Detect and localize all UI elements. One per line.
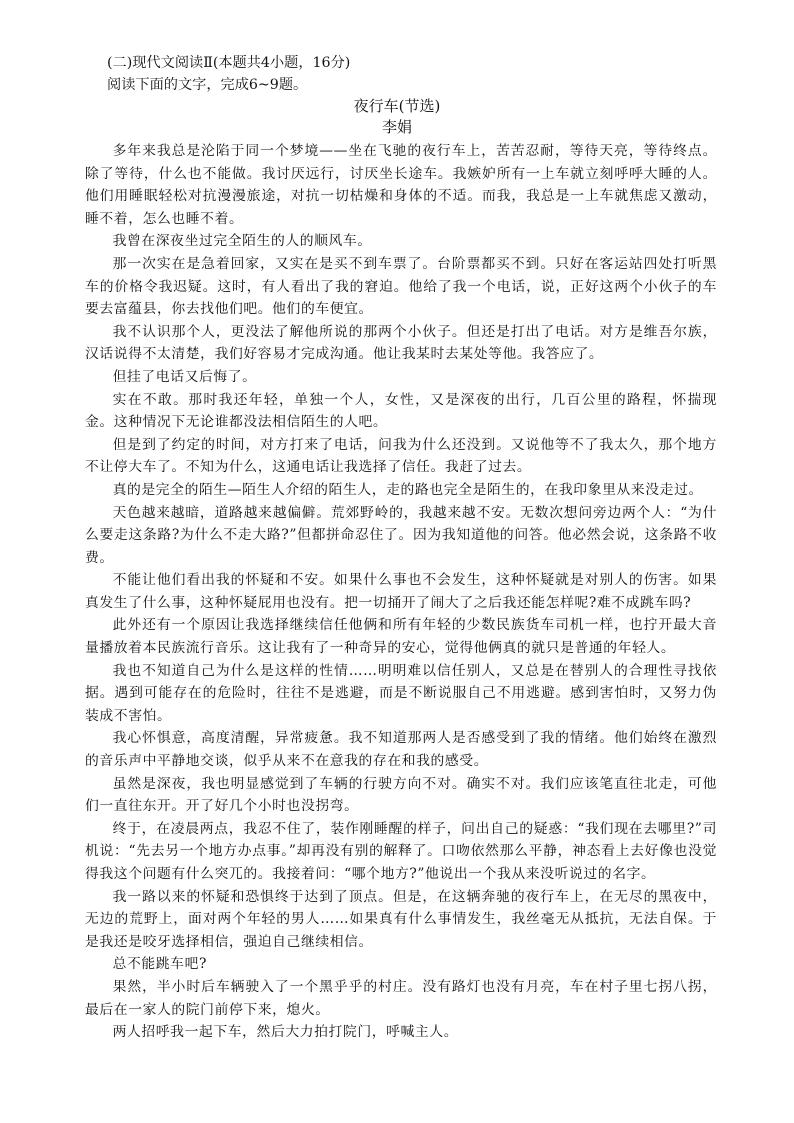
paragraph: 果然，半小时后车辆驶入了一个黑乎乎的村庄。没有路灯也没有月亮，车在村子里七拐八拐，最后在一家人的院门前停下来，熄火。 <box>85 978 717 1018</box>
paragraph: 天色越来越暗，道路越来越偏僻。荒郊野岭的，我越来越不安。无数次想问旁边两个人：“为什么要走这条路?为什么不走大路?”但都拼命忍住了。因为我知道他的问答。他必然会说，这条路不收费。 <box>85 504 717 566</box>
article-author: 李娟 <box>381 118 412 136</box>
paragraph: 不能让他们看出我的怀疑和不安。如果什么事也不会发生，这种怀疑就是对别人的伤害。如果真发生了什么事，这种怀疑屁用也没有。把一切捅开了闹大了之后我还能怎样呢?难不成跳车吗? <box>85 572 717 611</box>
paragraph: 但挂了电话又后悔了。 <box>112 368 257 385</box>
paragraph: 此外还有一个原因让我选择继续信任他俩和所有年轻的少数民族货车司机一样，也拧开最大音量播放着本民族流行音乐。这让我有了一种奇异的安心，觉得他俩真的就只是普通的年轻人。 <box>85 617 717 657</box>
paragraph: 多年来我总是沦陷于同一个梦境——坐在飞驰的夜行车上，苦苦忍耐，等待天亮，等待终点。除了等待，什么也不能做。我讨厌远行，讨厌坐长途车。我嫉妒所有一上车就立刻呼呼大睡的人。他们用睡眠轻松对抗漫漫旅途，对抗一切枯燥和身体的不适。而我，我总是一上车就焦虑又激动，睡不着，怎么也睡不着。 <box>85 143 717 227</box>
paragraph: 实在不敢。那时我还年轻，单独一个人，女性，又是深夜的出行，几百公里的路程，怀揣现金。这种情况下无论谁都没法相信陌生的人吧。 <box>85 391 717 431</box>
paragraph: 终于，在凌晨两点，我忍不住了，装作刚睡醒的样子，问出自己的疑惑：“我们现在去哪里?”司机说：“先去另一个地方办点事。”却再没有别的解释了。口吻依然那么平静，神态看上去好像也没觉得我这个问题有什么突兀的。我接着问：“哪个地方?”他说出一个我从来没听说过的名字。 <box>85 820 717 882</box>
paragraph: 两人招呼我一起下车，然后大力拍打院门，呼喊主人。 <box>112 1024 459 1041</box>
paragraph: 我心怀惧意，高度清醒，异常疲惫。我不知道那两人是否感受到了我的情绪。他们始终在激烈的音乐声中平静地交谈，似乎从来不在意我的存在和我的感受。 <box>85 730 717 770</box>
paragraph: 我一路以来的怀疑和恐惧终于达到了顶点。但是，在这辆奔驰的夜行车上，在无尽的黑夜中，无边的荒野上，面对两个年轻的男人……如果真有什么事情发生，我丝毫无从抵抗，无法自保。于是我还是咬牙选择相信，强迫自己继续相信。 <box>85 888 717 950</box>
article-title: 夜行车(节选) <box>353 97 441 115</box>
article-body <box>85 140 717 1044</box>
paragraph: 我也不知道自己为什么是这样的性情……明明难以信任别人，又总是在替别人的合理性寻找依据。遇到可能存在的危险时，往往不是逃避，而是不断说服自己不用逃避。感到害怕时，又努力伪装成不害怕。 <box>85 662 717 724</box>
paragraph: 我曾在深夜坐过完全陌生的人的顺风车。 <box>112 233 372 250</box>
paragraph: 真的是完全的陌生—陌生人介绍的陌生人，走的路也完全是陌生的，在我印象里从来没走过。 <box>112 481 703 498</box>
section-title: (二)现代文阅读Ⅱ(本题共4小题，16分) <box>107 55 351 71</box>
paragraph: 总不能跳车吧? <box>112 956 207 973</box>
reading-instructions: 阅读下面的文字，完成6~9题。 <box>107 77 308 93</box>
paragraph: 虽然是深夜，我也明显感觉到了车辆的行驶方向不对。确实不对。我们应该笔直往北走，可他们一直往东开。开了好几个小时也没拐弯。 <box>85 775 717 815</box>
paragraph: 我不认识那个人，更没法了解他所说的那两个小伙子。但还是打出了电话。对方是维吾尔族，汉话说得不太清楚，我们好容易才完成沟通。他让我某时去某处等他。我答应了。 <box>85 323 717 363</box>
paragraph: 但是到了约定的时间，对方打来了电话，问我为什么还没到。又说他等不了我太久，那个地方不让停大车了。不知为什么，这通电话让我选择了信任。我赶了过去。 <box>85 436 717 476</box>
paragraph: 那一次实在是急着回家，又实在是买不到车票了。台阶票都买不到。只好在客运站四处打听黑车的价格令我迟疑。这时，有人看出了我的窘迫。他给了我一个电话，说，正好这两个小伙子的车要去富蕴县，你去找他们吧。他们的车便宜。 <box>85 255 717 318</box>
